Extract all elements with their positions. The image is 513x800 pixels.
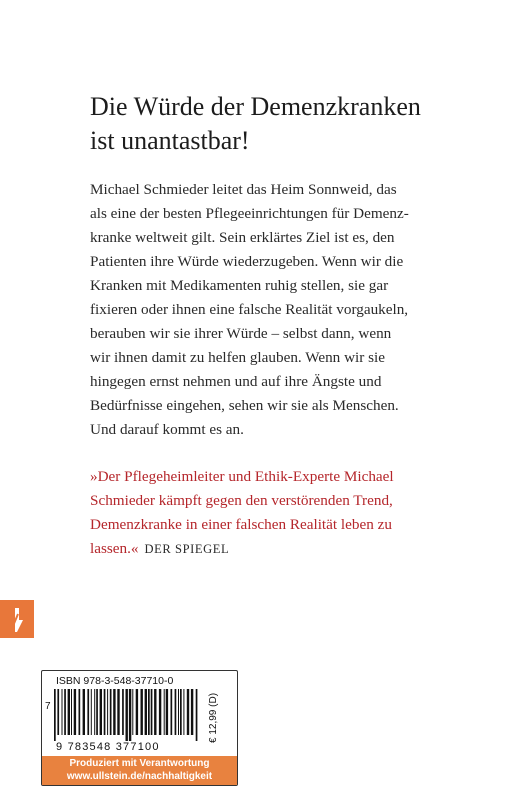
blurb-line: Michael Schmieder leitet das Heim Sonnweid, das xyxy=(90,181,397,198)
blurb-line: berauben wir sie ihrer Würde – selbst dann, wenn xyxy=(90,325,392,342)
heading-line-1: Die Würde der Demenzkranken xyxy=(90,92,421,121)
price-label xyxy=(208,685,222,745)
sustainability-band xyxy=(42,756,237,785)
publisher-logo xyxy=(0,600,34,638)
blurb-line: Bedürfnisse eingehen, sehen wir sie als Menschen. xyxy=(90,397,399,414)
heading-line-2: ist unantastbar! xyxy=(90,126,250,155)
blurb-line: als eine der besten Pflegeeinrichtungen für Demenz- xyxy=(90,205,409,222)
quote-source: DER SPIEGEL xyxy=(144,542,230,556)
blurb-line: Kranken mit Medikamenten ruhig stellen, sie gar xyxy=(90,277,389,294)
barcode-icon xyxy=(52,689,202,741)
barcode-prefix-digit: 7 xyxy=(45,701,51,712)
isbn-label: ISBN 978-3-548-37710-0 xyxy=(56,675,174,687)
quote-end: lassen.« xyxy=(90,540,139,557)
price-text: € 12,99 (D) xyxy=(208,692,219,743)
back-cover-heading xyxy=(90,90,490,158)
blurb-line: kranke weltweit gilt. Sein erklärtes Ziel ist es, den xyxy=(90,229,395,246)
barcode-box xyxy=(41,670,238,786)
eco-line-1: Produziert mit Verantwortung xyxy=(69,758,210,769)
blurb-line: fixieren oder ihnen eine falsche Realität vorgaukeln, xyxy=(90,301,409,318)
blurb-line: hingegen ernst nehmen und auf ihre Ängste und xyxy=(90,373,382,390)
eco-line-2: www.ullstein.de/nachhaltigkeit xyxy=(66,771,213,782)
ullstein-logo-icon xyxy=(0,600,34,638)
quote-line: Schmieder kämpft gegen den verstörenden Trend, xyxy=(90,492,393,509)
quote-line-last xyxy=(90,537,500,561)
blurb-text xyxy=(90,178,490,442)
blurb-line: Und darauf kommt es an. xyxy=(90,421,244,438)
quote-line: »Der Pflegeheimleiter und Ethik-Experte Michael xyxy=(90,468,394,485)
quote-line: Demenzkranke in einer falschen Realität leben zu xyxy=(90,516,392,533)
barcode-digits: 9 783548 377100 xyxy=(56,741,160,753)
blurb-line: Patienten ihre Würde wiederzugeben. Wenn wir die xyxy=(90,253,404,270)
press-quote xyxy=(90,465,500,561)
blurb-line: wir ihnen damit zu helfen glauben. Wenn wir sie xyxy=(90,349,385,366)
